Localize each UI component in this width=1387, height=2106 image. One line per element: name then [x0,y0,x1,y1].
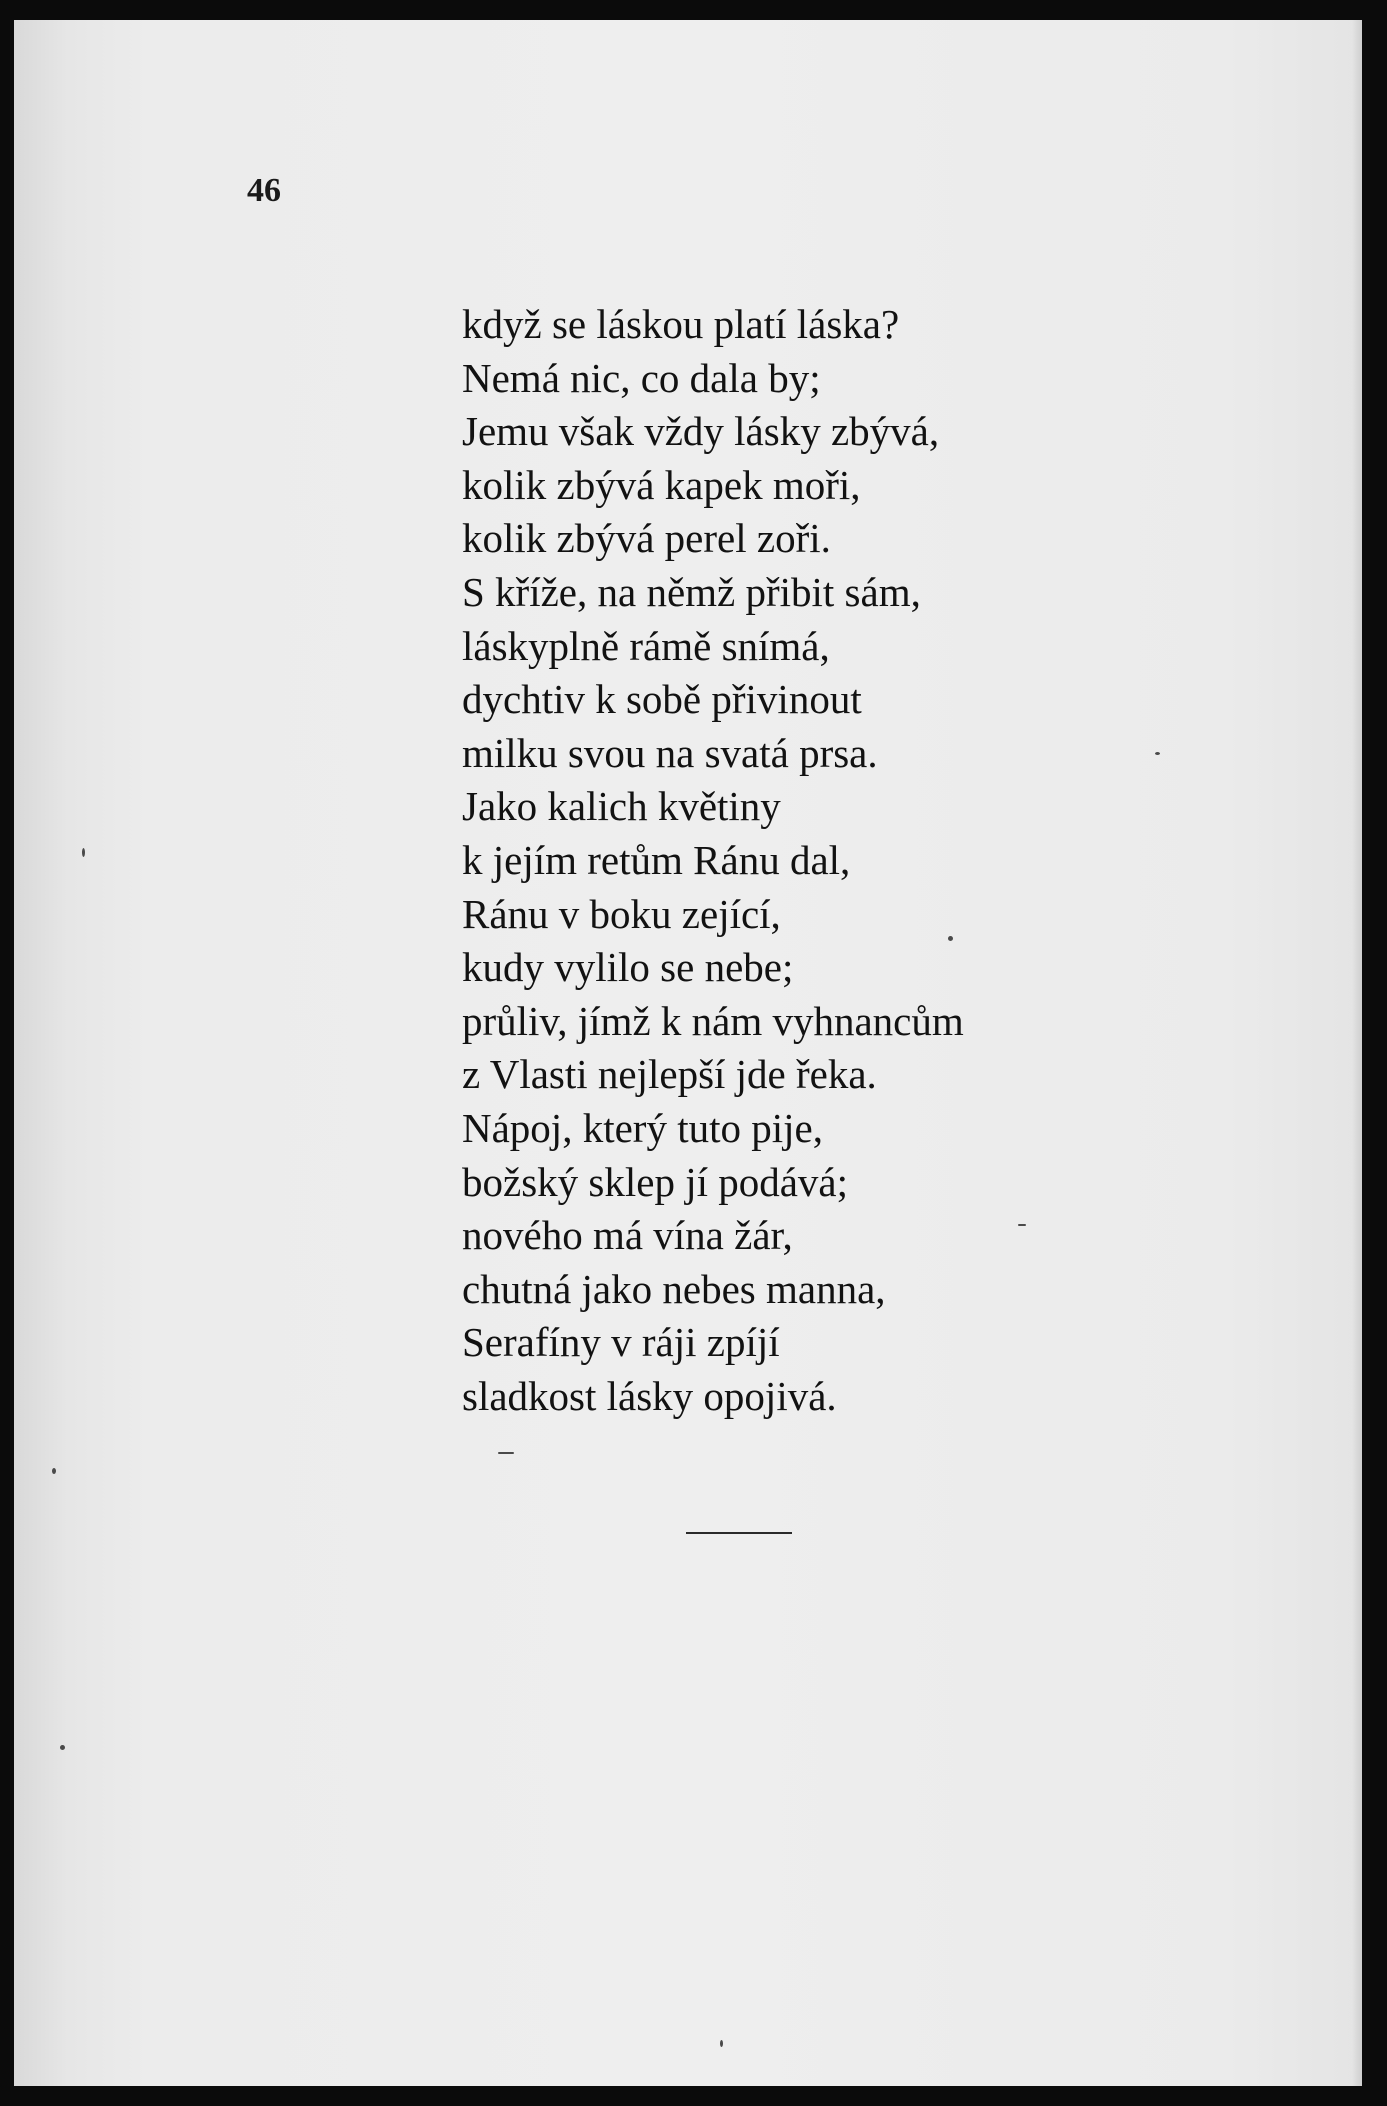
scan-speck [60,1745,65,1750]
poem-line: kolik zbývá perel zoři. [462,515,831,562]
page-edge [1352,20,1362,2086]
poem-line: Jemu však vždy lásky zbývá, [462,408,940,455]
scan-speck [720,2040,723,2047]
poem-line: když se láskou platí láska? [462,301,900,347]
poem-line: nového má vína žár, [462,1212,793,1259]
scan-speck [52,1468,56,1474]
poem-line: Nemá nic, co dala by; [462,354,821,401]
poem-line: božský sklep jí podává; [462,1158,849,1205]
poem-line: Serafíny v ráji zpíjí [462,1319,780,1366]
end-rule [686,1532,792,1534]
scan-speck [82,848,85,857]
scan-speck [498,1452,514,1454]
poem-line: Jako kalich květiny [462,783,781,830]
poem-text [462,298,1262,1423]
poem-line: kolik zbývá kapek moři, [462,461,861,508]
poem-line: chutná jako nebes manna, [462,1265,886,1312]
poem-line: dychtiv k sobě přivinout [462,676,862,723]
poem-line: k jejím retům Ránu dal, [462,836,851,883]
poem-line: milku svou na svatá prsa. [462,729,878,776]
poem-line: z Vlasti nejlepší jde řeka. [462,1051,877,1098]
scan-speck [1155,752,1160,755]
poem-line: kudy vylilo se nebe; [462,944,794,991]
poem-line: Ránu v boku zející, [462,890,781,937]
poem-line: Nápoj, který tuto pije, [462,1104,823,1151]
page-number: 46 [247,172,281,209]
scan-speck [1018,1224,1026,1226]
poem-line: S kříže, na němž přibit sám, [462,568,921,615]
poem-line: sladkost lásky opojivá. [462,1372,837,1419]
scan-speck [948,936,953,941]
poem-line: láskyplně rámě snímá, [462,622,830,669]
poem-line: průliv, jímž k nám vyhnancům [462,997,964,1044]
